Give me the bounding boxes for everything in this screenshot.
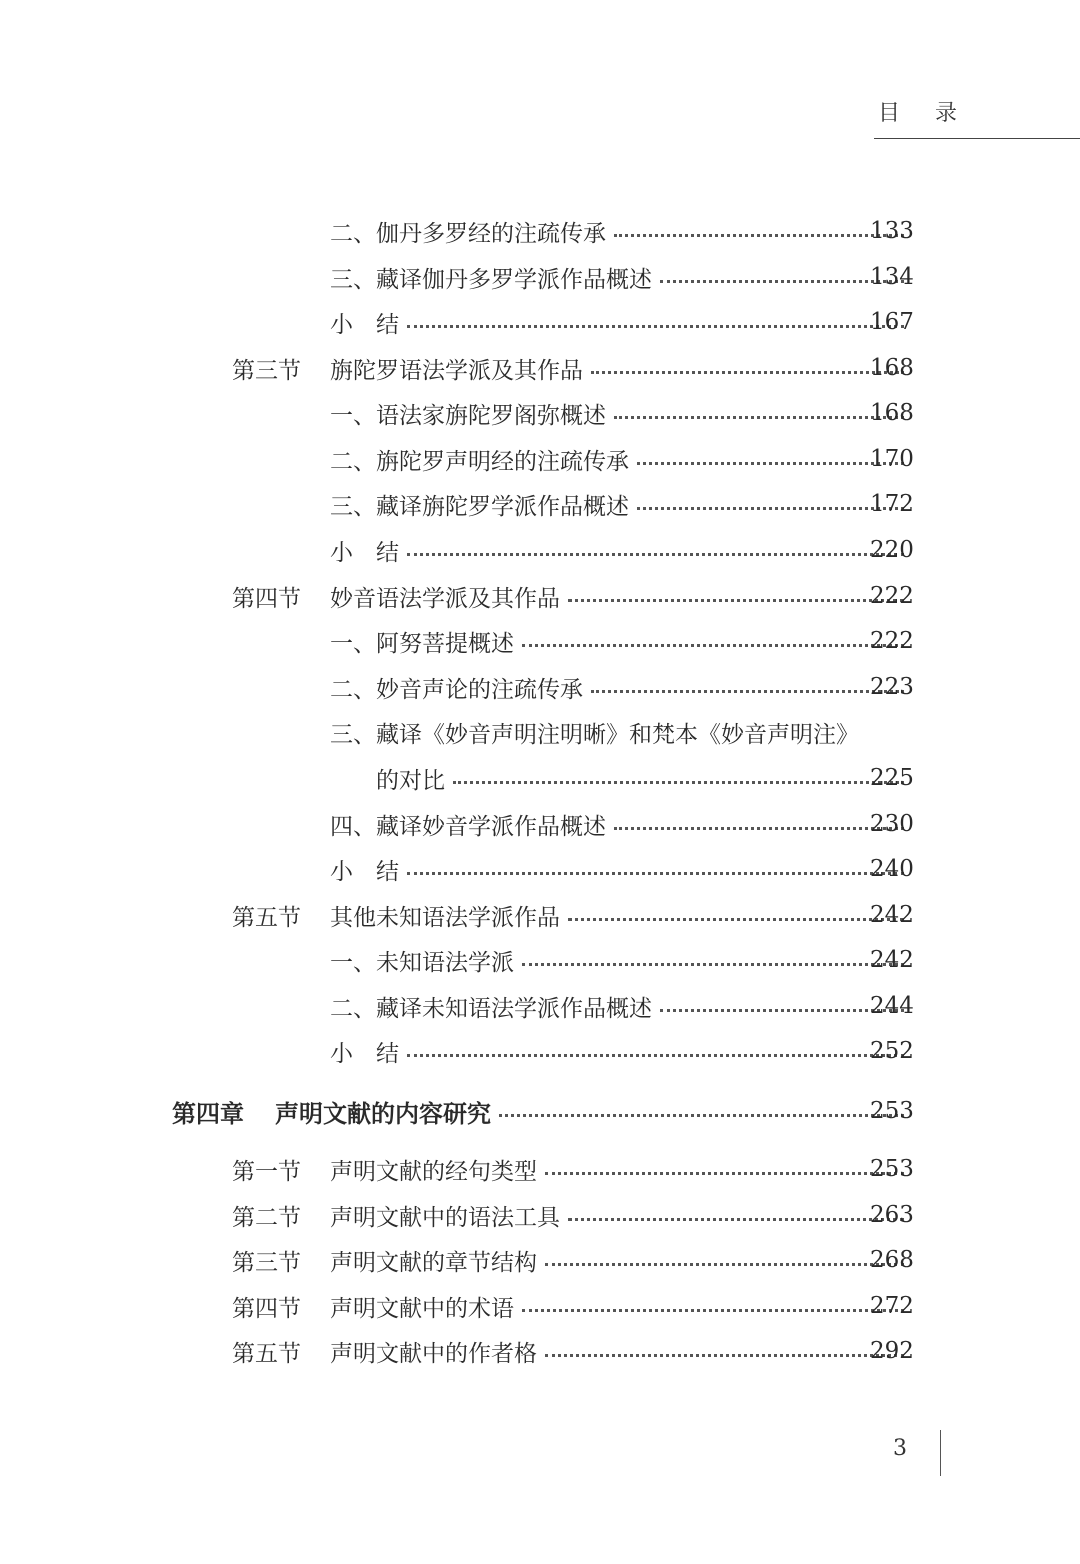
leader-dots <box>614 234 904 237</box>
footer-rule <box>940 1430 941 1476</box>
toc-entry[interactable] <box>0 484 1080 524</box>
toc-entry[interactable] <box>0 348 1080 388</box>
toc-entry-title: 的对比 <box>376 767 445 794</box>
toc-entry-title: 声明文献中的语法工具 <box>330 1204 560 1231</box>
toc-section-label: 第五节 <box>232 1340 301 1367</box>
running-head-title: 目 录 <box>878 101 971 126</box>
toc-page-number: 133 <box>870 218 914 244</box>
toc-entry[interactable] <box>0 758 1080 798</box>
toc-section-label: 第五节 <box>232 904 301 931</box>
leader-dots <box>660 1009 904 1012</box>
toc-page-number: 242 <box>870 902 914 928</box>
toc-entry[interactable] <box>0 1240 1080 1280</box>
page-number: 3 <box>893 1436 907 1461</box>
leader-dots <box>407 1054 904 1057</box>
toc-section-label: 第四节 <box>232 1295 301 1322</box>
toc-page-number: 272 <box>870 1293 914 1319</box>
toc-entry-title: 声明文献的经句类型 <box>330 1158 537 1185</box>
toc-entry-title: 一、语法家旃陀罗阁弥概述 <box>330 402 606 429</box>
toc-page-number: 222 <box>870 583 914 609</box>
toc-entry-title: 四、藏译妙音学派作品概述 <box>330 813 606 840</box>
toc-page-number: 168 <box>870 400 914 426</box>
toc-entry[interactable] <box>0 621 1080 661</box>
toc-page-number: 168 <box>870 355 914 381</box>
toc-entry[interactable] <box>0 712 1080 752</box>
toc-page-number: 242 <box>870 947 914 973</box>
toc-entry[interactable] <box>0 439 1080 479</box>
toc-entry[interactable] <box>0 393 1080 433</box>
toc-page-number: 253 <box>870 1156 914 1182</box>
toc-entry[interactable] <box>0 1031 1080 1071</box>
toc-entry-title: 二、藏译未知语法学派作品概述 <box>330 995 652 1022</box>
leader-dots <box>499 1114 904 1117</box>
toc-entry[interactable] <box>0 211 1080 251</box>
toc-page-number: 223 <box>870 674 914 700</box>
toc-page-number: 134 <box>870 264 914 290</box>
toc-chapter-label: 第四章 <box>172 1098 244 1128</box>
leader-dots <box>545 1354 904 1357</box>
toc-entry-title: 小 结 <box>330 539 399 566</box>
toc-page-number: 244 <box>870 993 914 1019</box>
toc-entry[interactable] <box>0 986 1080 1026</box>
leader-dots <box>545 1263 904 1266</box>
toc-page-number: 253 <box>870 1098 914 1124</box>
leader-dots <box>407 325 904 328</box>
leader-dots <box>407 872 904 875</box>
leader-dots <box>568 599 904 602</box>
toc-entry-title: 声明文献中的作者格 <box>330 1340 537 1367</box>
leader-dots <box>545 1172 904 1175</box>
toc-section-label: 第三节 <box>232 357 301 384</box>
leader-dots <box>637 507 904 510</box>
leader-dots <box>568 918 904 921</box>
toc-page-number: 225 <box>870 765 914 791</box>
leader-dots <box>453 781 904 784</box>
toc-entry[interactable] <box>0 1331 1080 1371</box>
toc-entry-title: 小 结 <box>330 311 399 338</box>
toc-entry[interactable] <box>0 804 1080 844</box>
toc-section-label: 第四节 <box>232 585 301 612</box>
toc-section-label: 第二节 <box>232 1204 301 1231</box>
toc-entry-title: 三、藏译伽丹多罗学派作品概述 <box>330 266 652 293</box>
toc-entry[interactable] <box>0 940 1080 980</box>
toc-entry[interactable] <box>0 1195 1080 1235</box>
leader-dots <box>637 462 904 465</box>
toc-entry[interactable] <box>0 849 1080 889</box>
toc-entry[interactable] <box>0 576 1080 616</box>
toc-entry-title: 小 结 <box>330 1040 399 1067</box>
toc-entry-title: 旃陀罗语法学派及其作品 <box>330 357 583 384</box>
toc-entry-title: 声明文献的内容研究 <box>275 1098 491 1128</box>
toc-entry-title: 妙音语法学派及其作品 <box>330 585 560 612</box>
toc-chapter-entry[interactable] <box>0 1091 1080 1131</box>
header-rule <box>874 138 1080 139</box>
toc-page-number: 268 <box>870 1247 914 1273</box>
toc-entry-title: 声明文献中的术语 <box>330 1295 514 1322</box>
leader-dots <box>660 280 904 283</box>
toc-page-number: 167 <box>870 309 914 335</box>
toc-entry-title: 三、藏译旃陀罗学派作品概述 <box>330 493 629 520</box>
toc-entry-title: 一、阿努菩提概述 <box>330 630 514 657</box>
leader-dots <box>591 371 904 374</box>
toc-entry[interactable] <box>0 530 1080 570</box>
leader-dots <box>522 963 904 966</box>
toc-page-number: 222 <box>870 628 914 654</box>
toc-page-number: 292 <box>870 1338 914 1364</box>
leader-dots <box>522 1309 904 1312</box>
toc-page-number: 230 <box>870 811 914 837</box>
leader-dots <box>591 690 904 693</box>
toc-entry-title: 小 结 <box>330 858 399 885</box>
toc-page-number: 172 <box>870 491 914 517</box>
toc-page-number: 252 <box>870 1038 914 1064</box>
toc-section-label: 第三节 <box>232 1249 301 1276</box>
toc-page-number: 263 <box>870 1202 914 1228</box>
toc-entry-title: 二、伽丹多罗经的注疏传承 <box>330 220 606 247</box>
leader-dots <box>568 1218 904 1221</box>
toc-page-number: 240 <box>870 856 914 882</box>
toc-entry[interactable] <box>0 302 1080 342</box>
toc-entry-title: 二、妙音声论的注疏传承 <box>330 676 583 703</box>
toc-page-number: 170 <box>870 446 914 472</box>
leader-dots <box>407 553 904 556</box>
toc-section-label: 第一节 <box>232 1158 301 1185</box>
leader-dots <box>614 416 904 419</box>
toc-entry[interactable] <box>0 895 1080 935</box>
toc-entry-title: 声明文献的章节结构 <box>330 1249 537 1276</box>
toc-entry-title: 其他未知语法学派作品 <box>330 904 560 931</box>
toc-entry[interactable] <box>0 667 1080 707</box>
toc-page-number: 220 <box>870 537 914 563</box>
toc-entry[interactable] <box>0 1286 1080 1326</box>
toc-entry[interactable] <box>0 1149 1080 1189</box>
toc-entry[interactable] <box>0 257 1080 297</box>
toc-entry-title: 三、藏译《妙音声明注明晰》和梵本《妙音声明注》 <box>330 721 859 748</box>
toc-entry-title: 二、旃陀罗声明经的注疏传承 <box>330 448 629 475</box>
toc-entry-title: 一、未知语法学派 <box>330 949 514 976</box>
leader-dots <box>522 644 904 647</box>
leader-dots <box>614 827 904 830</box>
